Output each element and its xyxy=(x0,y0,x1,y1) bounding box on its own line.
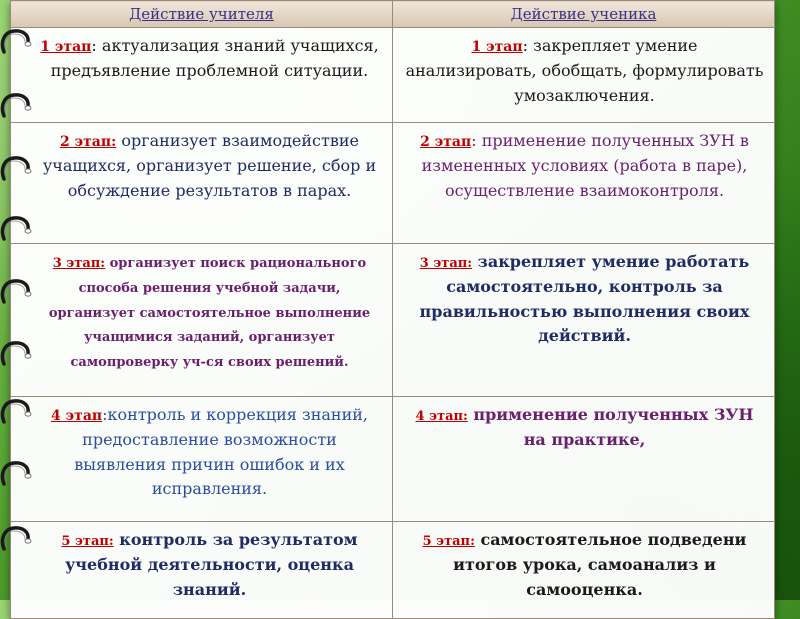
table-row xyxy=(11,397,775,522)
stage-text: самостоятельное подведени итогов урока, самоанализ и самооценка. xyxy=(453,530,747,599)
student-cell xyxy=(393,123,775,244)
stages-table xyxy=(10,0,775,619)
stage-label: 4 этап: xyxy=(415,409,468,424)
stage-text: применение полученных ЗУН на практике, xyxy=(467,405,754,449)
student-cell xyxy=(393,28,775,123)
stage-text: : закрепляет умение анализировать, обобщать, формулировать умозаключения. xyxy=(405,36,764,105)
stage-label: 3 этап: xyxy=(52,256,106,271)
stage-text: организует взаимодействие учащихся, организует решение, сбор и обсуждение результатов в парах. xyxy=(42,131,377,200)
teacher-cell xyxy=(11,123,393,244)
stage-label: 5 этап: xyxy=(422,534,475,549)
table-row xyxy=(11,244,775,397)
binder-ring-icon xyxy=(0,92,32,118)
teacher-cell xyxy=(11,244,393,397)
student-cell xyxy=(393,244,775,397)
teacher-cell xyxy=(11,522,393,619)
table-row xyxy=(11,28,775,123)
binder-ring-icon xyxy=(0,215,32,241)
binder-ring-icon xyxy=(0,155,32,181)
teacher-cell xyxy=(11,397,393,522)
binder-ring-icon xyxy=(0,398,32,424)
student-cell xyxy=(393,397,775,522)
stage-label: 5 этап: xyxy=(61,534,114,549)
binder-ring-icon xyxy=(0,278,32,304)
slide xyxy=(10,0,775,599)
stage-label: 3 этап: xyxy=(419,256,473,271)
stage-text: : актуализация знаний учащихся, предъявление проблемной ситуации. xyxy=(50,36,379,80)
teacher-cell xyxy=(11,28,393,123)
binder-ring-icon xyxy=(0,460,32,486)
table-header-row xyxy=(11,1,775,28)
stage-text: :контроль и коррекция знаний, предоставление возможности выявления причин ошибок и их исправления. xyxy=(74,405,368,499)
teacher-column-header: Действие учителя xyxy=(11,1,393,28)
binder-ring-icon xyxy=(0,525,32,551)
student-cell xyxy=(393,522,775,619)
stage-label: 1 этап xyxy=(471,39,523,55)
stage-label: 4 этап xyxy=(51,408,103,424)
student-column-header: Действие ученика xyxy=(393,1,775,28)
table-row xyxy=(11,522,775,619)
binder-ring-icon xyxy=(0,340,32,366)
stage-text: : применение полученных ЗУН в измененных условиях (работа в паре), осуществление взаимоконтроля. xyxy=(421,131,749,200)
stage-text: контроль за результатом учебной деятельности, оценка знаний. xyxy=(65,530,358,599)
stage-label: 2 этап xyxy=(420,134,472,150)
binder-ring-icon xyxy=(0,28,32,54)
stage-label: 2 этап: xyxy=(59,134,117,150)
table-row xyxy=(11,123,775,244)
stage-label: 1 этап xyxy=(40,39,92,55)
stage-text: закрепляет умение работать самостоятельно, контроль за правильностью выполнения своих действий. xyxy=(419,252,750,346)
stage-text: организует поиск рационального способа решения учебной задачи, организует самостоятельное выполнение учащимися заданий, организует самопроверку уч-ся своих решений. xyxy=(48,256,371,371)
